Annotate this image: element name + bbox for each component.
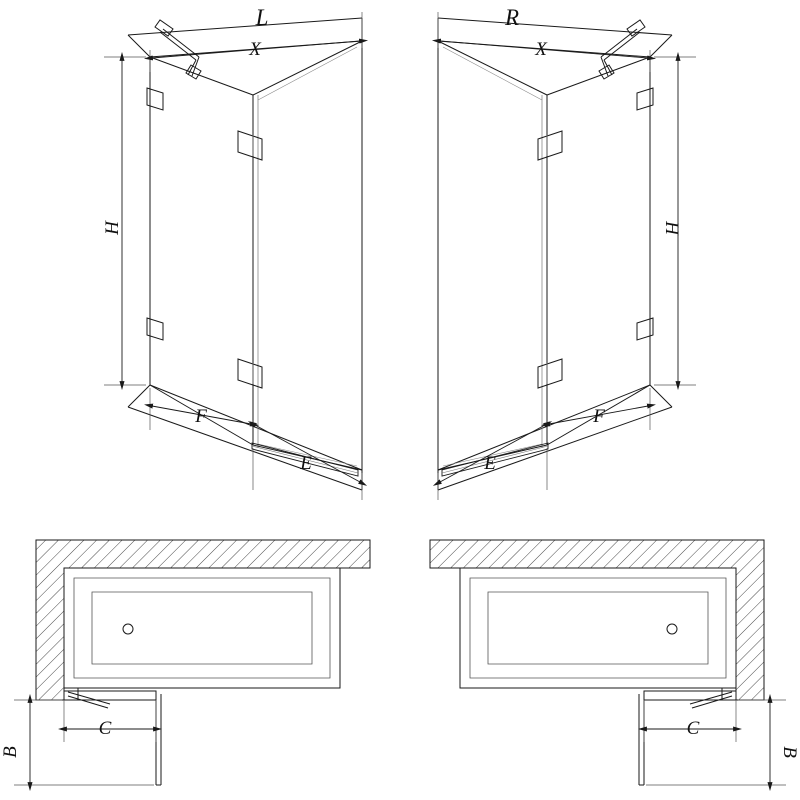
hinges-left (238, 131, 262, 388)
label-b-left: B (0, 746, 21, 758)
dimension-b-right (646, 700, 786, 785)
stabiliser-bar-left (155, 20, 201, 79)
label-handing-right: R (504, 5, 520, 30)
label-c-right: C (686, 718, 700, 739)
dimension-b-left (14, 700, 154, 785)
wall-brackets-right (637, 88, 653, 340)
label-f-left: F (195, 406, 207, 427)
dimension-h-left (104, 57, 146, 385)
stabiliser-bar-right (599, 20, 645, 79)
wall-brackets-left (147, 88, 163, 340)
elevation-right (438, 12, 696, 500)
label-h-right: H (661, 221, 682, 235)
elevation-left (104, 12, 362, 500)
label-h-left: H (102, 221, 123, 235)
label-c-left: C (98, 718, 112, 739)
label-x-left: X (249, 39, 261, 60)
label-x-right: X (535, 39, 547, 60)
label-b-right: B (779, 746, 800, 758)
label-handing-left: L (255, 5, 269, 30)
plan-left (14, 540, 370, 785)
plan-right (430, 540, 786, 785)
label-e-left: E (300, 453, 312, 474)
hinges-right (538, 131, 562, 388)
label-e-right: E (484, 453, 496, 474)
label-f-right: F (593, 406, 605, 427)
